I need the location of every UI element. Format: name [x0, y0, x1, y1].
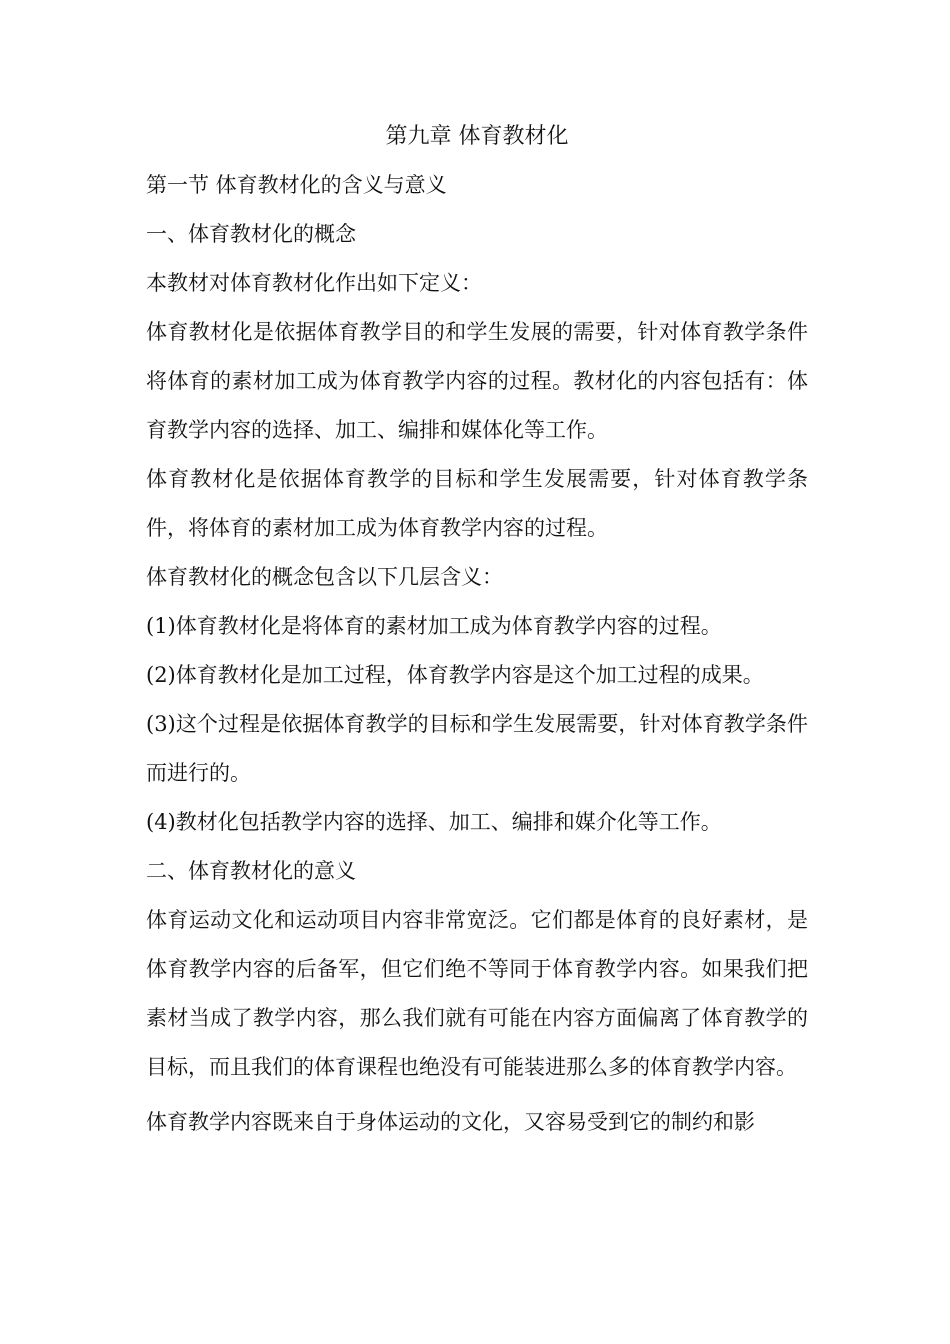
section-title: 第一节 体育教材化的含义与意义 — [146, 173, 447, 197]
chapter-title: 第九章 体育教材化 — [385, 124, 569, 149]
list-item-3: (3)这个过程是依据体育教学的目标和学生发展需要，针对体育教学条件而进行的。 — [146, 712, 808, 785]
definition-paragraph: 体育教材化是依据体育教学目的和学生发展的需要，针对体育教学条件将体育的素材加工成为体育教学内容的过程。教材化的内容包括有：体育教学内容的选择、加工、编排和媒体化等工作。 — [146, 320, 808, 442]
definition-paragraph-2: 体育教材化是依据体育教学的目标和学生发展需要，针对体育教学条件，将体育的素材加工成为体育教学内容的过程。 — [146, 467, 808, 540]
definition-intro: 本教材对体育教材化作出如下定义： — [146, 271, 482, 295]
list-item-4: (4)教材化包括教学内容的选择、加工、编排和媒介化等工作。 — [146, 810, 722, 834]
list-item-1: (1)体育教材化是将体育的素材加工成为体育教学内容的过程。 — [146, 614, 722, 638]
list-item-2: (2)体育教材化是加工过程，体育教学内容是这个加工过程的成果。 — [146, 663, 764, 687]
layers-intro: 体育教材化的概念包含以下几层含义： — [146, 565, 503, 589]
heading-concept: 一、体育教材化的概念 — [146, 222, 356, 246]
significance-paragraph: 体育运动文化和运动项目内容非常宽泛。它们都是体育的良好素材，是体育教学内容的后备军，但它们绝不等同于体育教学内容。如果我们把素材当成了教学内容，那么我们就有可能在内容方面偏离了体育教学的目标，而且我们的体育课程也绝没有可能装进那么多的体育教学内容。 — [146, 908, 808, 1079]
document-body — [146, 112, 808, 1147]
heading-significance: 二、体育教材化的意义 — [146, 859, 356, 883]
last-paragraph: 体育教学内容既来自于身体运动的文化，又容易受到它的制约和影 — [146, 1110, 755, 1134]
